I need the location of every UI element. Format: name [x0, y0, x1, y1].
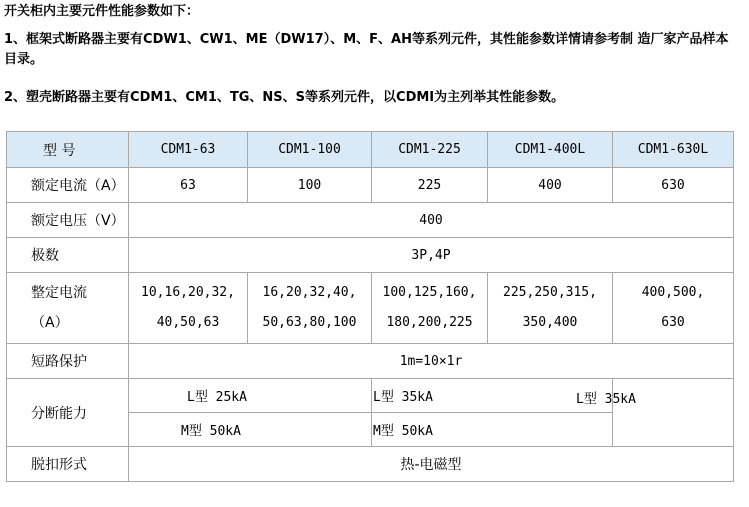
setting-current-row: [7, 273, 734, 344]
model-header-label: 型 号: [7, 132, 129, 168]
model-cell: CDM1-100: [248, 132, 372, 168]
setting-current-line: 630: [661, 315, 685, 330]
model-cell: CDM1-400L: [488, 132, 613, 168]
setting-current-line: 40,50,63: [156, 315, 220, 330]
setting-current-label-line-1: 整定电流: [31, 285, 87, 301]
setting-current-line: 400,500,: [641, 285, 705, 300]
intro-item-1-line-1: 1、框架式断路器主要有CDW1、CW1、ME（DW17）、M、F、AH等系列元件，其性能参数详情请参考制 造厂家产品样本: [4, 32, 729, 47]
poles-label: 极数: [7, 238, 129, 273]
setting-current-line: 10,16,20,32,: [141, 285, 235, 300]
setting-current-value: [129, 273, 248, 344]
poles-row: [7, 238, 734, 273]
setting-current-line: 180,200,225: [386, 315, 473, 330]
setting-current-line: 350,400: [522, 315, 578, 330]
setting-current-value: [488, 273, 613, 344]
rated-voltage-value: 400: [129, 203, 734, 238]
intro-heading: 开关柜内主要元件性能参数如下：: [4, 4, 200, 19]
model-cell: CDM1-225: [372, 132, 488, 168]
setting-current-line: 16,20,32,40,: [262, 285, 357, 300]
intro-item-1-line-2: 目录。: [4, 52, 44, 67]
rated-current-value: 63: [129, 168, 248, 203]
model-cell: CDM1-630L: [613, 132, 734, 168]
setting-current-value: [613, 273, 734, 344]
setting-current-line: 225,250,315,: [503, 285, 597, 300]
spec-table: [6, 131, 734, 482]
rated-voltage-label: 额定电压（V）: [7, 203, 129, 238]
short-circuit-row: [7, 344, 734, 379]
rated-current-value: 630: [613, 168, 734, 203]
trip-type-row: [7, 447, 734, 482]
breaking-capacity-row-l: [7, 379, 734, 413]
breaking-capacity-group-3-cell: [576, 379, 734, 447]
intro-item-2: 2、塑壳断路器主要有CDM1、CM1、TG、NS、S等系列元件，以CDMI为主列举其性能参数。: [4, 90, 565, 105]
breaking-capacity-group-1-l: L型 25kA: [129, 379, 372, 413]
short-circuit-label: 短路保护: [7, 344, 129, 379]
setting-current-line: 50,63,80,100: [262, 315, 357, 330]
trip-type-value: 热-电磁型: [129, 447, 734, 482]
rated-current-value: 225: [372, 168, 488, 203]
breaking-capacity-group-2-l: L型 35kA: [372, 379, 613, 413]
model-cell: CDM1-63: [129, 132, 248, 168]
setting-current-value: [248, 273, 372, 344]
poles-value: 3P,4P: [129, 238, 734, 273]
rated-current-label: 额定电流（A）: [7, 168, 129, 203]
rated-current-value: 400: [488, 168, 613, 203]
short-circuit-value: 1m=10×1r: [129, 344, 734, 379]
rated-current-value: 100: [248, 168, 372, 203]
breaking-capacity-label: 分断能力: [7, 379, 129, 447]
rated-voltage-row: [7, 203, 734, 238]
rated-current-row: [7, 168, 734, 203]
setting-current-label: [7, 273, 129, 344]
breaking-capacity-group-3-l: L型 35kA: [576, 392, 636, 407]
setting-current-value: [372, 273, 488, 344]
header-row: [7, 132, 734, 168]
setting-current-line: 100,125,160,: [382, 285, 477, 300]
breaking-capacity-group-1-m: M型 50kA: [129, 413, 372, 447]
breaking-capacity-group-2-m: M型 50kA: [372, 413, 613, 447]
trip-type-label: 脱扣形式: [7, 447, 129, 482]
setting-current-label-line-2: （A）: [31, 315, 69, 331]
